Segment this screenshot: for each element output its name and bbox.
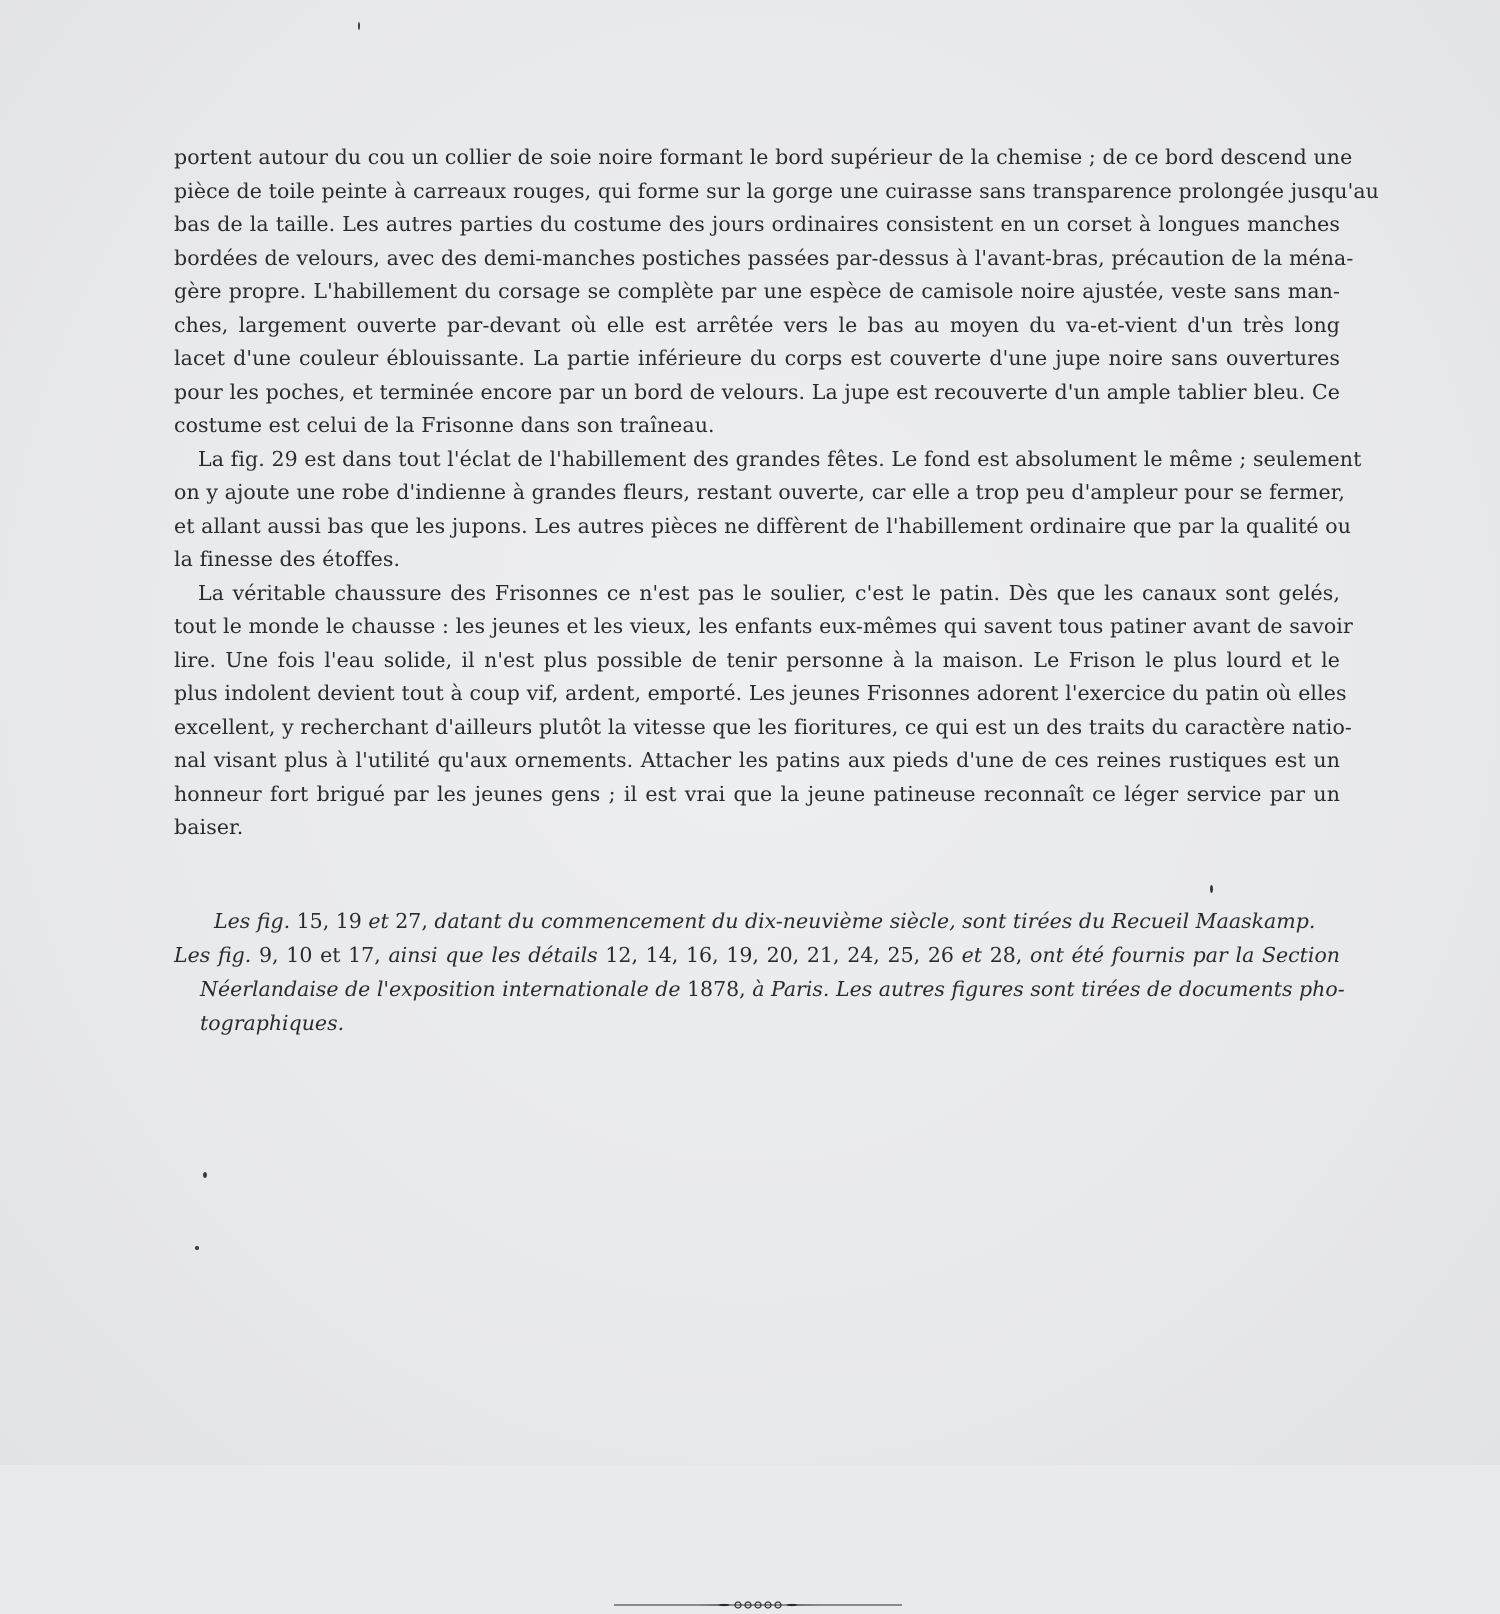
text-line: bas de la taille. Les autres parties du costume des jours ordinaires consistent en un corset à longues manches bbox=[174, 212, 1340, 236]
end-of-text-ornament bbox=[614, 1596, 902, 1614]
body-text bbox=[174, 141, 1379, 845]
text-line: plus indolent devient tout à coup vif, ardent, emporté. Les jeunes Frisonnes adorent l'exercice du patin où elles bbox=[174, 681, 1347, 705]
paper-speck bbox=[195, 1246, 199, 1250]
text-line: lire. Une fois l'eau solide, il n'est plus possible de tenir personne à la maison. Le Frison le plus lourd et le bbox=[174, 647, 1340, 672]
text-line: et allant aussi bas que les jupons. Les autres pièces ne diffèrent de l'habillement ordinaire que par la qualité ou bbox=[174, 513, 1352, 538]
note-line-1 bbox=[174, 904, 1340, 938]
note-italic-run: et bbox=[368, 909, 389, 933]
note-line-4 bbox=[174, 1006, 1340, 1040]
note-line-3 bbox=[174, 972, 1345, 1006]
text-line: tout le monde le chausse : les jeunes et les vieux, les enfants eux-mêmes qui savent tous patiner avant de savoir bbox=[174, 614, 1353, 638]
text-line: La véritable chaussure des Frisonnes ce n'est pas le soulier, c'est le patin. Dès que les canaux sont gelés, bbox=[198, 580, 1340, 605]
paper-speck bbox=[358, 22, 360, 30]
paper-speck bbox=[203, 1172, 207, 1178]
text-line: pièce de toile peinte à carreaux rouges, qui forme sur la gorge une cuirasse sans transparence prolongée jusqu'au bbox=[174, 178, 1379, 203]
note-roman-run: 28, bbox=[982, 943, 1031, 967]
note-italic-run: Néerlandaise de l'exposition internationale de bbox=[200, 977, 681, 1001]
text-line: La fig. 29 est dans tout l'éclat de l'habillement des grandes fêtes. Le fond est absolument le même ; seulement bbox=[198, 446, 1362, 471]
note-italic-run: à Paris. Les autres figures sont tirées de documents pho- bbox=[752, 977, 1345, 1001]
note-italic-run: Les fig. bbox=[214, 909, 291, 933]
note-roman-run: 12, 14, 16, 19, 20, 21, 24, 25, 26 bbox=[597, 943, 962, 967]
note-italic-run: Les fig. bbox=[174, 943, 252, 967]
note-italic-run: tographiques. bbox=[200, 1011, 345, 1035]
text-line: gère propre. L'habillement du corsage se complète par une espèce de camisole noire ajustée, veste sans man- bbox=[174, 279, 1340, 303]
note-roman-run: 1878, bbox=[680, 977, 753, 1001]
text-line: pour les poches, et terminée encore par un bord de velours. La jupe est recouverte d'un ample tablier bleu. Ce bbox=[174, 379, 1340, 404]
text-line: on y ajoute une robe d'indienne à grandes fleurs, restant ouverte, car elle a trop peu d'ampleur pour se fermer, bbox=[174, 480, 1345, 504]
text-line: excellent, y recherchant d'ailleurs plutôt la vitesse que les fioritures, ce qui est un des traits du caractère natio- bbox=[174, 714, 1352, 739]
text-line: la finesse des étoffes. bbox=[174, 547, 401, 571]
note-italic-run: datant du commencement du dix-neuvième siècle, sont tirées du Recueil Maaskamp. bbox=[434, 909, 1316, 933]
text-line: lacet d'une couleur éblouissante. La partie inférieure du corps est couverte d'une jupe noire sans ouvertures bbox=[174, 346, 1340, 370]
note-roman-run: 27, bbox=[388, 909, 435, 933]
text-line: portent autour du cou un collier de soie noire formant le bord supérieur de la chemise ; de ce bord descend une bbox=[174, 145, 1353, 169]
note-italic-run: et bbox=[961, 943, 983, 967]
text-line: costume est celui de la Frisonne dans son traîneau. bbox=[174, 413, 715, 437]
paper-speck bbox=[1210, 885, 1213, 893]
text-line: nal visant plus à l'utilité qu'aux ornements. Attacher les patins aux pieds d'une de ces reines rustiques est un bbox=[174, 748, 1340, 772]
text-line: bordées de velours, avec des demi-manches postiches passées par-dessus à l'avant-bras, précaution de la ména- bbox=[174, 245, 1354, 270]
text-line: honneur fort brigué par les jeunes gens ; il est vrai que la jeune patineuse reconnaît ce léger service par un bbox=[174, 781, 1340, 806]
note-italic-run: ainsi que les détails bbox=[388, 943, 598, 967]
note-roman-run: 15, 19 bbox=[290, 909, 369, 933]
figure-credits-note bbox=[174, 904, 1345, 1040]
text-line: baiser. bbox=[174, 815, 244, 839]
note-italic-run: ont été fournis par la Section bbox=[1030, 943, 1340, 967]
note-roman-run: 9, 10 et 17, bbox=[251, 943, 389, 967]
text-line: ches, largement ouverte par-devant où elle est arrêtée vers le bas au moyen du va-et-vient d'un très long bbox=[174, 312, 1340, 337]
note-line-2 bbox=[174, 938, 1340, 972]
